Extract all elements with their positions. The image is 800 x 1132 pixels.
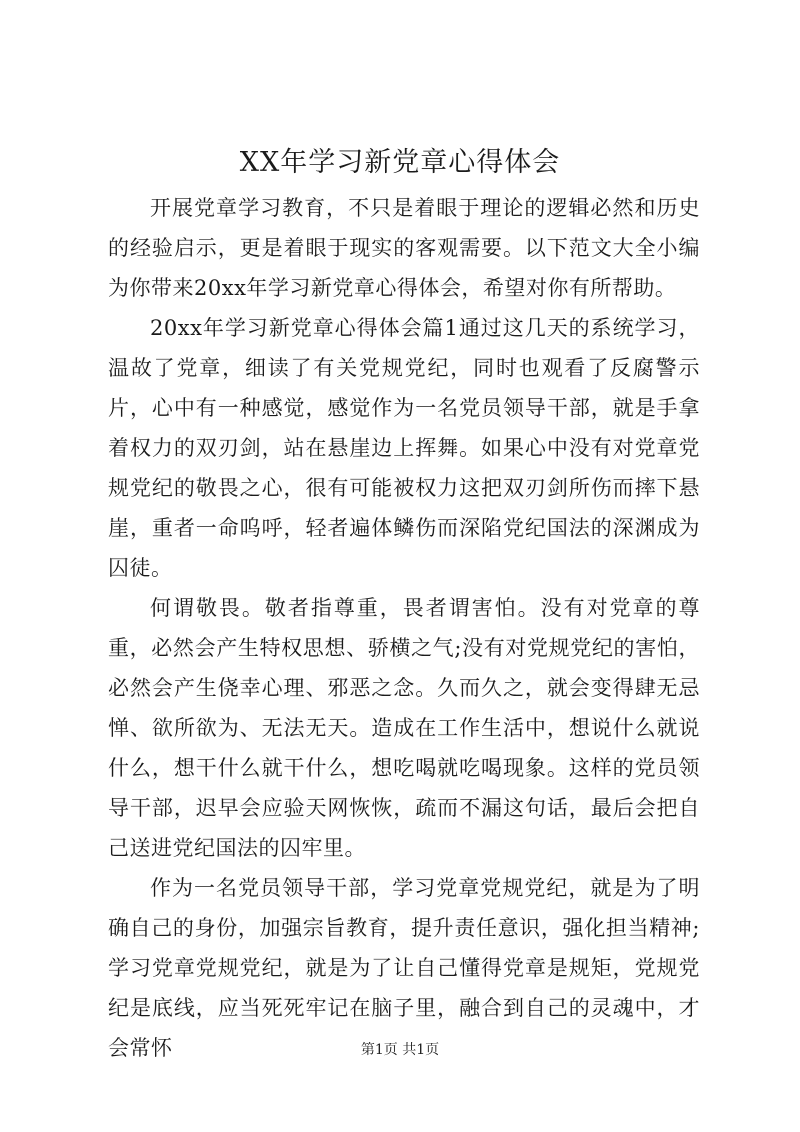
paragraph-reverence: 何谓敬畏。敬者指尊重，畏者谓害怕。没有对党章的尊重，必然会产生特权思想、骄横之气;没有对党规党纪的害怕，必然会产生侥幸心理、邪恶之念。久而久之，就会变得肆无忌惮、欲所欲为、无法无天。造成在工作生活中，想说什么就说什么，想干什么就干什么，想吃喝就吃喝现象。这样的党员领导干部，迟早会应验天网恢恢，疏而不漏这句话，最后会把自己送进党纪国法的囚牢里。 (108, 596, 700, 860)
paragraph-leadership: 作为一名党员领导干部，学习党章党规党纪，就是为了明确自己的身份，加强宗旨教育，提升责任意识，强化担当精神;学习党章党规党纪，就是为了让自己懂得党章是规矩，党规党纪是底线，应当死死牢记在脑子里，融合到自己的灵魂中，才会常怀 (108, 876, 700, 1060)
document-body (108, 188, 700, 1068)
paragraph-essay-1: 20xx年学习新党章心得体会篇1通过这几天的系统学习，温故了党章，细读了有关党规党纪，同时也观看了反腐警示片，心中有一种感觉，感觉作为一名党员领导干部，就是手拿着权力的双刃剑，站在悬崖边上挥舞。如果心中没有对党章党规党纪的敬畏之心，很有可能被权力这把双刃剑所伤而摔下悬崖，重者一命呜呼，轻者遍体鳞伤而深陷党纪国法的深渊成为囚徒。 (108, 316, 700, 580)
paragraph-intro: 开展党章学习教育，不只是着眼于理论的逻辑必然和历史的经验启示，更是着眼于现实的客观需要。以下范文大全小编为你带来20xx年学习新党章心得体会，希望对你有所帮助。 (108, 196, 700, 300)
page-number-footer: 第1页 共1页 (360, 1042, 440, 1058)
document-title: XX年学习新党章心得体会 (239, 147, 561, 178)
